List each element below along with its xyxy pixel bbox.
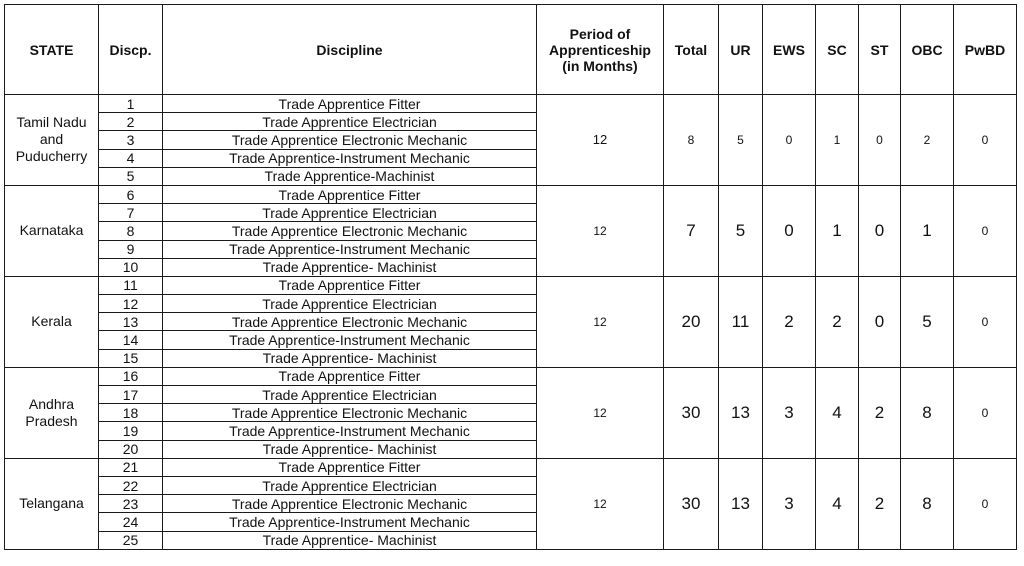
- discipline-cell: Trade Apprentice Electrician: [163, 204, 537, 222]
- discipline-cell: Trade Apprentice Fitter: [163, 367, 537, 385]
- ews-cell: 3: [763, 458, 816, 549]
- discipline-cell: Trade Apprentice Electrician: [163, 476, 537, 494]
- state-line: Pradesh: [25, 412, 78, 429]
- ews-cell: 2: [763, 276, 816, 367]
- discp-cell: 24: [99, 513, 163, 531]
- discipline-cell: Trade Apprentice Fitter: [163, 276, 537, 294]
- sc-cell: 1: [816, 95, 859, 186]
- header-period-line3: (in Months): [562, 57, 638, 74]
- ur-cell: 13: [719, 367, 763, 458]
- state-line: Tamil Nadu: [16, 114, 87, 131]
- discipline-cell: Trade Apprentice-Instrument Mechanic: [163, 149, 537, 167]
- ur-cell: 11: [719, 276, 763, 367]
- discipline-cell: Trade Apprentice-Instrument Mechanic: [163, 331, 537, 349]
- discipline-cell: Trade Apprentice- Machinist: [163, 349, 537, 367]
- total-cell: 20: [664, 276, 719, 367]
- discipline-cell: Trade Apprentice Electronic Mechanic: [163, 313, 537, 331]
- pwbd-cell: 0: [954, 276, 1017, 367]
- discp-cell: 5: [99, 167, 163, 185]
- state-cell-tamil-nadu-puducherry: [5, 95, 99, 186]
- discp-cell: 19: [99, 422, 163, 440]
- header-state: STATE: [5, 5, 99, 95]
- discipline-cell: Trade Apprentice Electrician: [163, 386, 537, 404]
- table-row: [5, 95, 1017, 113]
- discp-cell: 23: [99, 495, 163, 513]
- sc-cell: 2: [816, 276, 859, 367]
- ews-cell: 0: [763, 185, 816, 276]
- period-cell: 12: [537, 458, 664, 549]
- table-row: [5, 458, 1017, 476]
- discipline-cell: Trade Apprentice-Machinist: [163, 167, 537, 185]
- header-discipline: Discipline: [163, 5, 537, 95]
- discipline-cell: Trade Apprentice Fitter: [163, 95, 537, 113]
- total-cell: 30: [664, 458, 719, 549]
- ews-cell: 3: [763, 367, 816, 458]
- header-total: Total: [664, 5, 719, 95]
- discp-cell: 3: [99, 131, 163, 149]
- discp-cell: 10: [99, 258, 163, 276]
- discp-cell: 22: [99, 476, 163, 494]
- sc-cell: 4: [816, 367, 859, 458]
- st-cell: 0: [859, 95, 901, 186]
- discp-cell: 16: [99, 367, 163, 385]
- apprenticeship-vacancy-table: [4, 4, 1017, 550]
- state-line: and: [39, 131, 64, 148]
- period-cell: 12: [537, 276, 664, 367]
- period-cell: 12: [537, 95, 664, 186]
- sc-cell: 4: [816, 458, 859, 549]
- table-row: [5, 276, 1017, 294]
- header-sc: SC: [816, 5, 859, 95]
- discipline-cell: Trade Apprentice Electrician: [163, 295, 537, 313]
- obc-cell: 5: [901, 276, 954, 367]
- obc-cell: 2: [901, 95, 954, 186]
- header-st: ST: [859, 5, 901, 95]
- obc-cell: 1: [901, 185, 954, 276]
- discp-cell: 25: [99, 531, 163, 549]
- discipline-cell: Trade Apprentice Electrician: [163, 113, 537, 131]
- discp-cell: 15: [99, 349, 163, 367]
- discipline-cell: Trade Apprentice Electronic Mechanic: [163, 222, 537, 240]
- discp-cell: 17: [99, 386, 163, 404]
- discp-cell: 14: [99, 331, 163, 349]
- state-line: Kerala: [31, 313, 72, 330]
- discp-cell: 6: [99, 185, 163, 203]
- discipline-cell: Trade Apprentice-Instrument Mechanic: [163, 422, 537, 440]
- st-cell: 0: [859, 185, 901, 276]
- pwbd-cell: 0: [954, 185, 1017, 276]
- header-period: [537, 5, 664, 95]
- discp-cell: 2: [99, 113, 163, 131]
- discipline-cell: Trade Apprentice Electronic Mechanic: [163, 131, 537, 149]
- ur-cell: 13: [719, 458, 763, 549]
- st-cell: 2: [859, 367, 901, 458]
- discp-cell: 8: [99, 222, 163, 240]
- st-cell: 0: [859, 276, 901, 367]
- header-pwbd: PwBD: [954, 5, 1017, 95]
- table-row: [5, 185, 1017, 203]
- discp-cell: 1: [99, 95, 163, 113]
- pwbd-cell: 0: [954, 458, 1017, 549]
- total-cell: 8: [664, 95, 719, 186]
- discipline-cell: Trade Apprentice Electronic Mechanic: [163, 495, 537, 513]
- discp-cell: 12: [99, 295, 163, 313]
- obc-cell: 8: [901, 367, 954, 458]
- header-period-line1: Period of: [569, 25, 631, 42]
- discp-cell: 9: [99, 240, 163, 258]
- header-obc: OBC: [901, 5, 954, 95]
- discipline-cell: Trade Apprentice- Machinist: [163, 531, 537, 549]
- discipline-cell: Trade Apprentice Fitter: [163, 458, 537, 476]
- st-cell: 2: [859, 458, 901, 549]
- discipline-cell: Trade Apprentice-Instrument Mechanic: [163, 513, 537, 531]
- state-cell-andhra-pradesh: [5, 367, 99, 458]
- period-cell: 12: [537, 367, 664, 458]
- state-line: Telangana: [19, 495, 84, 512]
- total-cell: 7: [664, 185, 719, 276]
- ur-cell: 5: [719, 185, 763, 276]
- discipline-cell: Trade Apprentice-Instrument Mechanic: [163, 240, 537, 258]
- pwbd-cell: 0: [954, 95, 1017, 186]
- total-cell: 30: [664, 367, 719, 458]
- discp-cell: 4: [99, 149, 163, 167]
- state-cell-karnataka: [5, 185, 99, 276]
- state-line: Andhra: [28, 395, 75, 412]
- discipline-cell: Trade Apprentice Electronic Mechanic: [163, 404, 537, 422]
- header-ews: EWS: [763, 5, 816, 95]
- pwbd-cell: 0: [954, 367, 1017, 458]
- discp-cell: 20: [99, 440, 163, 458]
- header-ur: UR: [719, 5, 763, 95]
- ur-cell: 5: [719, 95, 763, 186]
- discipline-cell: Trade Apprentice Fitter: [163, 185, 537, 203]
- discipline-cell: Trade Apprentice- Machinist: [163, 440, 537, 458]
- header-discp: Discp.: [99, 5, 163, 95]
- obc-cell: 8: [901, 458, 954, 549]
- discp-cell: 11: [99, 276, 163, 294]
- state-cell-telangana: [5, 458, 99, 549]
- state-line: Puducherry: [15, 148, 88, 165]
- discp-cell: 13: [99, 313, 163, 331]
- discp-cell: 21: [99, 458, 163, 476]
- ews-cell: 0: [763, 95, 816, 186]
- discp-cell: 18: [99, 404, 163, 422]
- period-cell: 12: [537, 185, 664, 276]
- header-period-line2: Apprenticeship: [549, 41, 651, 58]
- discp-cell: 7: [99, 204, 163, 222]
- discipline-cell: Trade Apprentice- Machinist: [163, 258, 537, 276]
- sc-cell: 1: [816, 185, 859, 276]
- header-row: [5, 5, 1017, 95]
- state-line: Karnataka: [19, 222, 84, 239]
- state-cell-kerala: [5, 276, 99, 367]
- table-row: [5, 367, 1017, 385]
